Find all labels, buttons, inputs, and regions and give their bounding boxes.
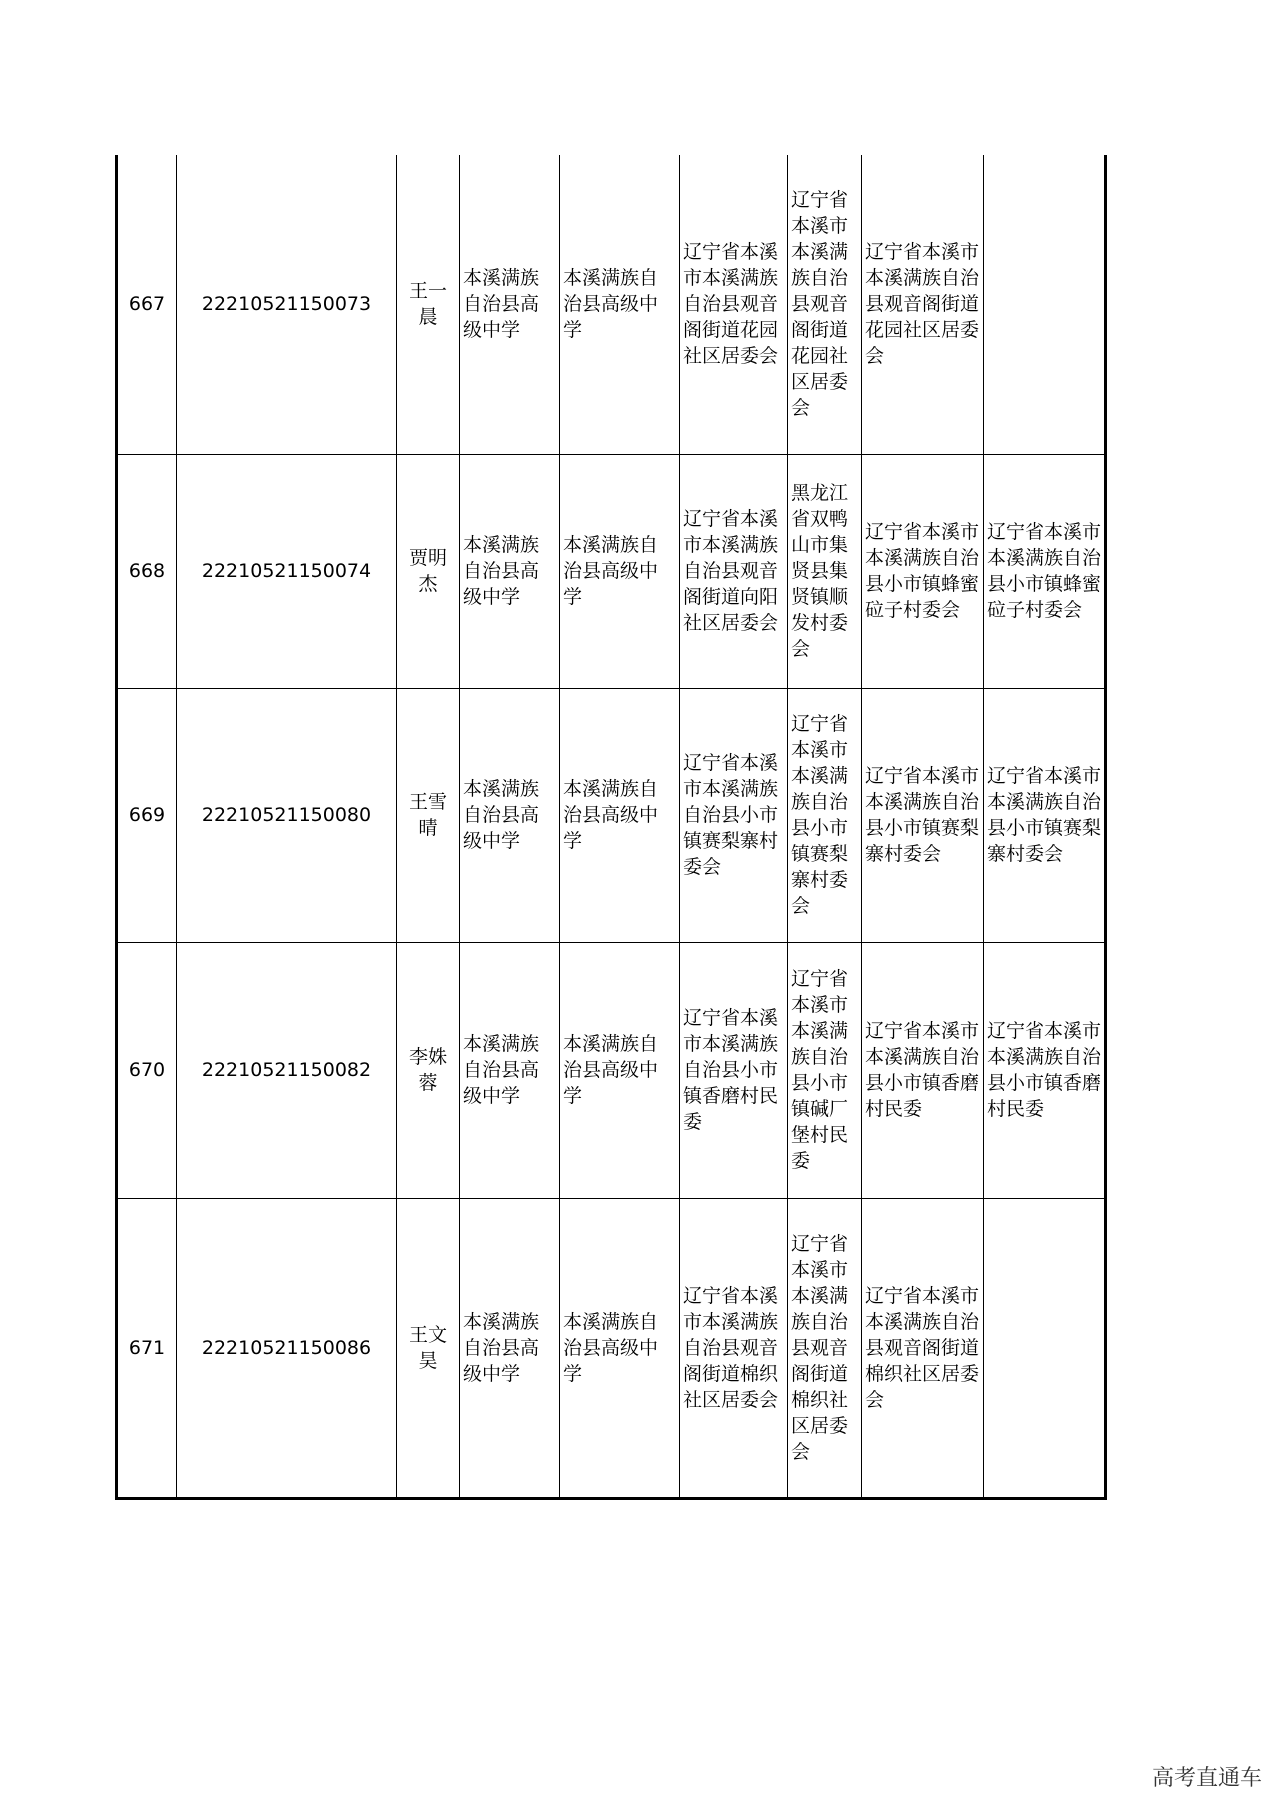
residence-address: 辽宁省本溪市本溪满族自治县观音阁街道花园社区居委会 [862,155,984,454]
residence-address: 辽宁省本溪市本溪满族自治县观音阁街道棉织社区居委会 [862,1198,984,1498]
student-name: 李姝蓉 [397,942,460,1198]
student-name: 王雪晴 [397,688,460,942]
student-name: 王一晨 [397,155,460,454]
school-name: 本溪满族自治县高级中学 [460,688,560,942]
guardian-residence [984,1198,1106,1498]
address: 辽宁省本溪市本溪满族自治县观音阁街道棉织社区居委会 [680,1198,788,1498]
unit-name: 本溪满族自治县高级中学 [560,942,680,1198]
unit-name: 本溪满族自治县高级中学 [560,155,680,454]
guardian-residence: 辽宁省本溪市本溪满族自治县小市镇蜂蜜砬子村委会 [984,454,1106,688]
address: 辽宁省本溪市本溪满族自治县小市镇赛梨寨村委会 [680,688,788,942]
roster-sheet [115,155,1107,1500]
address: 辽宁省本溪市本溪满族自治县小市镇香磨村民委 [680,942,788,1198]
hukou-address: 辽宁省本溪市本溪满族自治县小市镇赛梨寨村委会 [788,688,862,942]
hukou-address: 辽宁省本溪市本溪满族自治县观音阁街道花园社区居委会 [788,155,862,454]
hukou-address: 辽宁省本溪市本溪满族自治县观音阁街道棉织社区居委会 [788,1198,862,1498]
unit-name: 本溪满族自治县高级中学 [560,688,680,942]
residence-address: 辽宁省本溪市本溪满族自治县小市镇赛梨寨村委会 [862,688,984,942]
exam-id: 22210521150082 [177,942,397,1198]
guardian-residence [984,155,1106,454]
student-name: 贾明杰 [397,454,460,688]
table-row [117,1198,1106,1498]
table-row [117,454,1106,688]
hukou-address: 辽宁省本溪市本溪满族自治县小市镇碱厂堡村民委 [788,942,862,1198]
hukou-address: 黑龙江省双鸭山市集贤县集贤镇顺发村委会 [788,454,862,688]
student-name: 王文昊 [397,1198,460,1498]
address: 辽宁省本溪市本溪满族自治县观音阁街道花园社区居委会 [680,155,788,454]
school-name: 本溪满族自治县高级中学 [460,1198,560,1498]
table-row [117,688,1106,942]
school-name: 本溪满族自治县高级中学 [460,942,560,1198]
residence-address: 辽宁省本溪市本溪满族自治县小市镇蜂蜜砬子村委会 [862,454,984,688]
row-number: 667 [117,155,177,454]
row-number: 668 [117,454,177,688]
residence-address: 辽宁省本溪市本溪满族自治县小市镇香磨村民委 [862,942,984,1198]
watermark-text: 高考直通车 [1151,1766,1262,1791]
guardian-residence: 辽宁省本溪市本溪满族自治县小市镇香磨村民委 [984,942,1106,1198]
school-name: 本溪满族自治县高级中学 [460,155,560,454]
row-number: 671 [117,1198,177,1498]
exam-id: 22210521150074 [177,454,397,688]
guardian-residence: 辽宁省本溪市本溪满族自治县小市镇赛梨寨村委会 [984,688,1106,942]
exam-id: 22210521150080 [177,688,397,942]
table-row [117,155,1106,454]
address: 辽宁省本溪市本溪满族自治县观音阁街道向阳社区居委会 [680,454,788,688]
unit-name: 本溪满族自治县高级中学 [560,1198,680,1498]
school-name: 本溪满族自治县高级中学 [460,454,560,688]
table-row [117,942,1106,1198]
row-number: 669 [117,688,177,942]
roster-table [115,155,1107,1500]
unit-name: 本溪满族自治县高级中学 [560,454,680,688]
exam-id: 22210521150086 [177,1198,397,1498]
exam-id: 22210521150073 [177,155,397,454]
row-number: 670 [117,942,177,1198]
